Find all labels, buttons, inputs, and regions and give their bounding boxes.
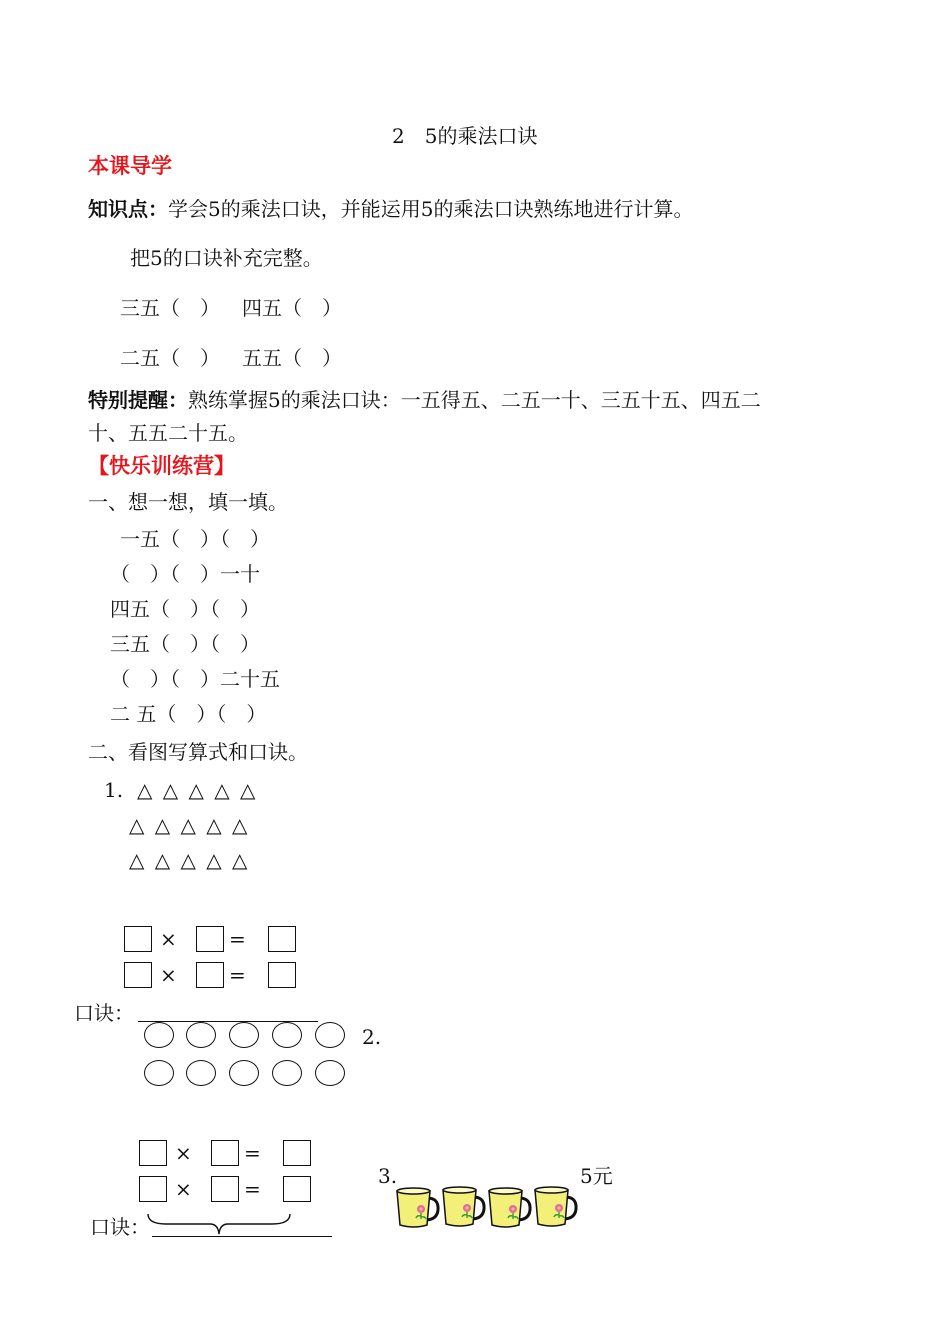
times-sign: × (160, 927, 177, 951)
question-2-title: 二、看图写算式和口诀。 (88, 740, 308, 764)
times-sign: × (175, 1177, 192, 1201)
answer-box[interactable] (283, 1140, 311, 1166)
triangle-row: △ △ △ △ △ (137, 778, 256, 802)
koujue-label: 口诀： (74, 1001, 134, 1025)
answer-box[interactable] (211, 1176, 239, 1202)
reminder-text-line2: 十、五五二十五。 (88, 421, 248, 445)
knowledge-point (88, 199, 693, 219)
circle-shape (144, 1060, 174, 1086)
cup-icon (486, 1186, 534, 1230)
fill-item: 三五（ ） (120, 296, 220, 320)
koujue-label: 口诀： (90, 1215, 150, 1239)
page-title: 2 5的乘法口诀 (392, 124, 538, 148)
times-sign: × (175, 1141, 192, 1165)
reminder-text-line1: 熟练掌握5的乘法口诀：一五得五、二五一十、三五十五、四五二 (188, 388, 761, 412)
circle-shape (315, 1022, 345, 1048)
reminder-label: 特别提醒： (88, 388, 188, 412)
circle-shape (186, 1060, 216, 1086)
fill-line: 一五（ ）（ ） (120, 527, 270, 551)
circle-shape (229, 1022, 259, 1048)
triangle-row: △ △ △ △ △ (129, 848, 248, 872)
brace-icon (146, 1212, 292, 1236)
price-label: 5元 (580, 1164, 613, 1188)
triangle-row: △ △ △ △ △ (129, 813, 248, 837)
cup-icon (440, 1185, 488, 1229)
fill-line: （ ）（ ）二十五 (110, 667, 280, 691)
knowledge-label: 知识点： (88, 197, 168, 221)
fill-line: 二 五（ ）（ ） (110, 702, 267, 726)
fill-item: 二五（ ） (120, 346, 220, 370)
question-1-title: 一、想一想，填一填。 (88, 490, 288, 514)
special-reminder (88, 390, 761, 410)
answer-box[interactable] (139, 1140, 167, 1166)
circle-shape (272, 1022, 302, 1048)
section-heading-training: 【快乐训练营】 (88, 454, 235, 478)
fill-line: （ ）（ ）一十 (110, 562, 260, 586)
circle-shape (186, 1022, 216, 1048)
answer-box[interactable] (211, 1140, 239, 1166)
equals-sign: = (229, 963, 246, 987)
cup-icon (394, 1186, 442, 1230)
answer-box[interactable] (283, 1176, 311, 1202)
cup-icon (532, 1185, 580, 1229)
answer-box[interactable] (196, 962, 224, 988)
circle-shape (315, 1060, 345, 1086)
times-sign: × (160, 963, 177, 987)
section-heading-guide: 本课导学 (88, 154, 172, 178)
answer-box[interactable] (196, 926, 224, 952)
instruction-text: 把5的口诀补充完整。 (130, 246, 323, 270)
answer-box[interactable] (268, 962, 296, 988)
equals-sign: = (229, 927, 246, 951)
answer-box[interactable] (139, 1176, 167, 1202)
fill-item: 四五（ ） (242, 296, 342, 320)
item-3-label: 3. (378, 1164, 398, 1188)
knowledge-text: 学会5的乘法口诀，并能运用5的乘法口诀熟练地进行计算。 (168, 197, 694, 221)
fill-line: 四五（ ）（ ） (110, 597, 260, 621)
circle-shape (229, 1060, 259, 1086)
item-1-label: 1. (104, 778, 124, 802)
koujue-answer-line[interactable] (152, 1236, 332, 1237)
circle-shape (272, 1060, 302, 1086)
answer-box[interactable] (124, 926, 152, 952)
equals-sign: = (244, 1141, 261, 1165)
answer-box[interactable] (124, 962, 152, 988)
fill-line: 三五（ ）（ ） (110, 632, 260, 656)
circle-shape (144, 1022, 174, 1048)
equals-sign: = (244, 1177, 261, 1201)
answer-box[interactable] (268, 926, 296, 952)
fill-item: 五五（ ） (242, 346, 342, 370)
item-2-label: 2. (362, 1025, 382, 1049)
